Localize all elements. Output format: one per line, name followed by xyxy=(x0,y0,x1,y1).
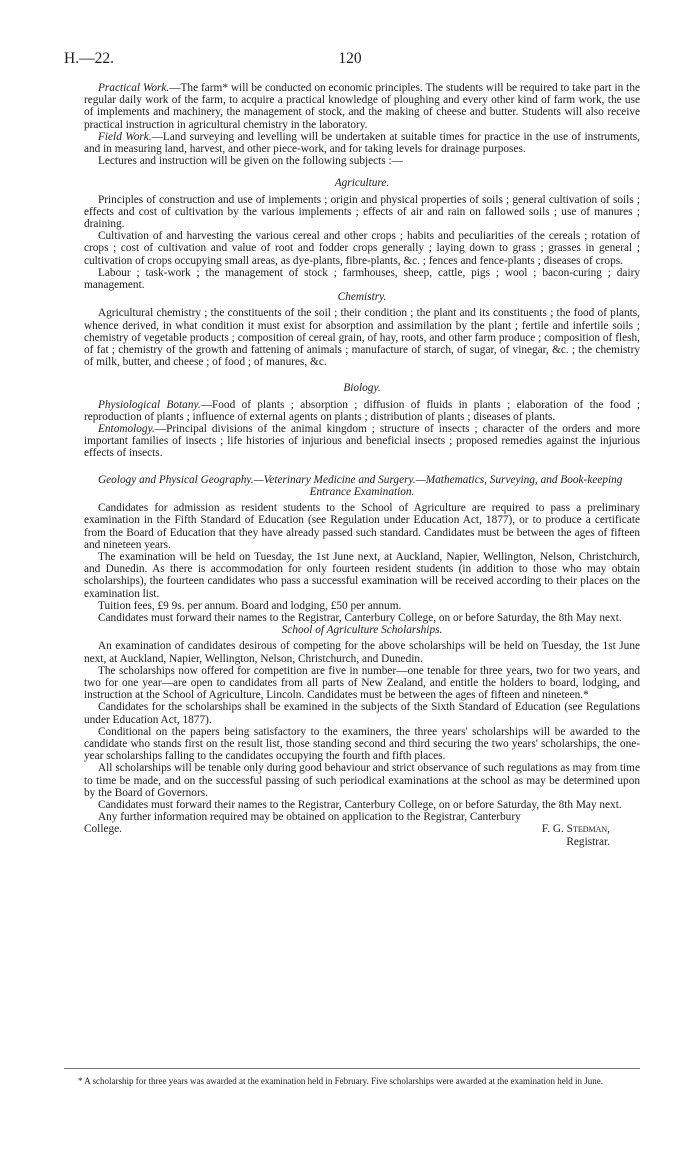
entomology-text: —Principal divisions of the animal kingdom ; structure of insects ; character of the orders and more important families of insects ; life histories of injurious and beneficial insects ; proposed remedies against the injurious effects of insects. xyxy=(84,423,640,460)
other-subjects-text: Geology and Physical Geography.—Veterinary Medicine and Surgery.—Mathematics, Surveying, and Book-keeping xyxy=(98,473,623,486)
agriculture-paragraph: Cultivation of and harvesting the various cereal and other crops ; habits and peculiarities of the cereals ; rotation of crops ; cost of cultivation and value of root and fodder crops generally ; laying down to grass ; grasses in general ; cultivation of crops occupying small areas, as dye-plants, fibre-plants, &c. ; fences and fence-plants ; diseases of crops. xyxy=(84,230,640,267)
closing-paragraph: Any further information required may be obtained on application to the Registrar, Canterbury xyxy=(98,811,521,824)
scholarships-paragraph: The scholarships now offered for competition are five in number—one tenable for three years, two for two years, and two for one year—are open to candidates from all parts of New Zealand, and entitle the holders to board, lodging, and instruction at the School of Agriculture, Lincoln. Candidates must be between the ages of fifteen and nineteen.* xyxy=(84,664,640,702)
footnote: * A scholarship for three years was awarded at the examination held in February. Five scholarships were awarded at the examination held in June. xyxy=(78,1076,604,1086)
entrance-paragraph: Candidates must forward their names to the Registrar, Canterbury College, on or before Saturday, the 8th May next. xyxy=(98,611,622,624)
subjects-intro: Lectures and instruction will be given on the following subjects :— xyxy=(98,155,403,168)
chemistry-heading: Chemistry. xyxy=(337,291,387,304)
practical-work-paragraph xyxy=(84,82,640,131)
agriculture-paragraph: Labour ; task-work ; the management of stock ; farmhouses, sheep, cattle, pigs ; wool ; bacon-curing ; dairy management. xyxy=(84,266,640,292)
signature-line xyxy=(84,823,640,835)
field-work-lead: Field Work. xyxy=(98,130,152,143)
entomology-paragraph xyxy=(84,423,640,460)
closing-end: College. xyxy=(84,823,122,836)
botany-text: —Food of plants ; absorption ; diffusion of fluids in plants ; elaboration of the food ; reproduction of plants ; influence of external agents on plants ; distribution of plants ; diseases of plants. xyxy=(84,398,640,423)
page-number: 120 xyxy=(338,50,362,67)
field-work-text: —Land surveying and levelling will be undertaken at suitable times for practice in the use of instruments, and in measuring land, harvest, and other piece-work, and for taking levels for drainage purposes. xyxy=(84,130,641,156)
footnote-divider xyxy=(64,1068,640,1069)
entomology-lead: Entomology. xyxy=(98,423,155,436)
biology-heading: Biology. xyxy=(343,382,381,395)
scholarships-paragraph: Candidates for the scholarships shall be examined in the subjects of the Sixth Standard of Education (see Regulations under Education Act, 1877). xyxy=(84,701,640,726)
signatory-name: F. G. Stedman, xyxy=(541,823,610,836)
practical-work-text: —The farm* will be conducted on economic principles. The students will be required to take part in the regular daily work of the farm, to acquire a practical knowledge of ploughing and every other kind of farm work, the use of implements and machinery, the management of stock, and the making of cheese and butter. Students will also receive practical instruction in agricultural chemistry in the laboratory. xyxy=(84,82,640,131)
botany-paragraph xyxy=(84,399,640,423)
page-body xyxy=(84,82,640,848)
agriculture-heading: Agriculture. xyxy=(334,177,390,190)
chemistry-paragraph: Agricultural chemistry ; the constituents of the soil ; their condition ; the plant and its constituents ; the food of plants, whence derived, in what condition it must exist for absorption and assimilation by the plant ; fertile and infertile soils ; chemistry of vegetable products ; composition of cereal grain, of hay, roots, and other farm produce ; composition of flesh, of fat ; chemistry of the growth and fattening of animals ; manufacture of starch, of sugar, of vinegar, &c. ; the chemistry of milk, butter, and cheese ; of food ; of manures, &c. xyxy=(84,307,640,369)
field-work-paragraph xyxy=(84,131,640,155)
agriculture-paragraph: Principles of construction and use of implements ; origin and physical properties of soils ; general cultivation of soils ; effects and cost of cultivation by the various implements ; effects of air and rain on fallowed soils ; use of manures ; draining. xyxy=(84,193,640,231)
entrance-paragraph: Candidates for admission as resident students to the School of Agriculture are required to pass a preliminary examination in the Fifth Standard of Education (see Regulation under Education Act, 1877), or to produce a certificate from the Board of Education that they have already passed such standard. Candidates must be between the ages of fifteen and nineteen years. xyxy=(84,502,640,551)
entrance-paragraph: Tuition fees, £9 9s. per annum. Board and lodging, £50 per annum. xyxy=(98,599,402,612)
scholarships-heading: School of Agriculture Scholarships. xyxy=(281,624,443,637)
scholarships-paragraph: Candidates must forward their names to the Registrar, Canterbury College, on or before Saturday, the 8th May next. xyxy=(98,798,622,811)
entrance-examination-heading: Entrance Examination. xyxy=(309,485,415,498)
scholarships-paragraph: An examination of candidates desirous of competing for the above scholarships will be held on Tuesday, the 1st June next, at Auckland, Napier, Wellington, Nelson, Christchurch, and Dunedin. xyxy=(84,640,640,665)
scholarships-paragraph: Conditional on the papers being satisfactory to the examiners, the three years' scholarships will be awarded to the candidate who stands first on the result list, those standing second and third securing the two years' scholarships, the one-year scholarships falling to the candidates occupying the fourth and fifth places. xyxy=(84,725,640,763)
practical-work-lead: Practical Work. xyxy=(98,82,170,94)
document-reference: H.—22. xyxy=(64,50,114,67)
page-header xyxy=(0,50,700,70)
other-subjects xyxy=(84,474,640,486)
signatory-title: Registrar. xyxy=(566,835,610,848)
entrance-paragraph: The examination will be held on Tuesday, the 1st June next, at Auckland, Napier, Wellington, Nelson, Christchurch, and Dunedin. As there is accommodation for only fourteen resident students (in addition to those who may obtain scholarships), the fourteen candidates who pass a successful examination will be received according to their places on the examination list. xyxy=(84,550,640,600)
scholarships-paragraph: All scholarships will be tenable only during good behaviour and strict observance of such regulations as may from time to time be made, and on the successful passing of such periodical examinations at the school as may be determined upon by the Board of Governors. xyxy=(84,762,640,799)
botany-lead: Physiological Botany. xyxy=(98,398,201,411)
